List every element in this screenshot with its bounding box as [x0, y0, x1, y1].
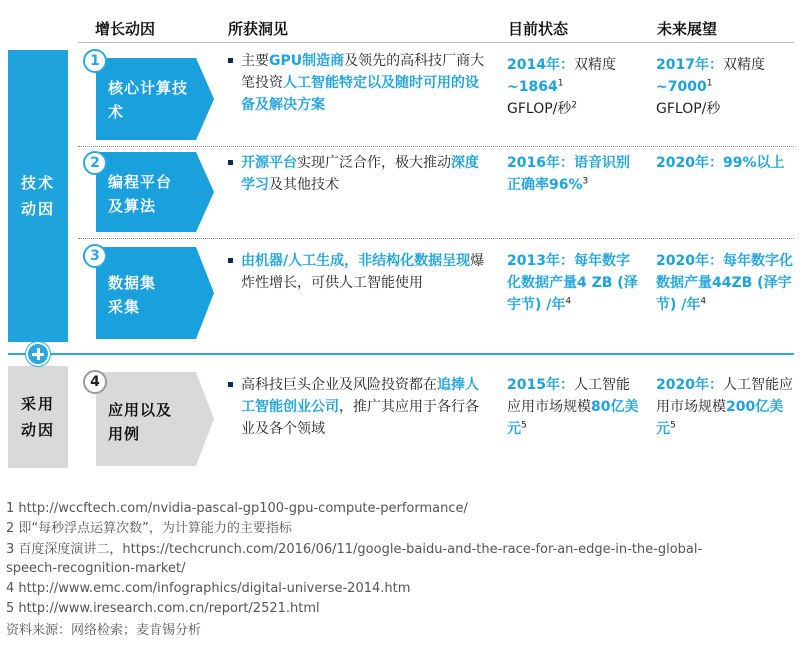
- header-drivers: 增长动因: [95, 20, 156, 38]
- driver-chevron-2: [96, 152, 214, 232]
- current-4-value: 80亿美元: [507, 399, 639, 437]
- header-divider: [78, 42, 794, 43]
- insight-2-part4: 及其他技术: [269, 177, 339, 193]
- bullet-icon: [228, 382, 233, 387]
- insight-1-part4: 人工智能特定以及随时可用的设备及解决方案: [241, 75, 479, 113]
- insight-4-part3: ，推广其应用于各行各业及各个领域: [241, 399, 479, 437]
- driver-label-4: [108, 398, 172, 446]
- driver-label-4-line1: 应用以及: [108, 401, 173, 419]
- current-1: [507, 54, 642, 120]
- future-2-text: 2020年：99%以上: [656, 155, 785, 171]
- insight-4-part1: 高科技巨头企业及风险投资都在: [241, 377, 437, 393]
- current-3: [507, 250, 642, 316]
- driver-label-1-line2: 术: [108, 103, 125, 121]
- insight-2: [241, 152, 486, 196]
- driver-label-1: [108, 76, 188, 124]
- current-1-unit: GFLOP/秒: [507, 101, 572, 117]
- header-current: 目前状态: [508, 20, 569, 38]
- current-3-sup: 4: [565, 296, 572, 307]
- insight-2-part3: 深度学习: [241, 155, 479, 193]
- driver-label-1-line1: 核心计算技: [108, 79, 189, 97]
- future-1-unit: GFLOP/秒: [656, 101, 721, 117]
- current-4-year: 2015年：: [507, 377, 574, 393]
- current-1-text: 双精度: [573, 57, 616, 73]
- future-4-value: 200亿美元: [656, 399, 784, 437]
- driver-chevron-3: [96, 247, 214, 339]
- driver-label-3-line2: 采集: [108, 298, 141, 316]
- badge-3: 3: [83, 244, 107, 268]
- section-divider: [8, 353, 794, 355]
- insight-1: [241, 50, 486, 116]
- current-2: [507, 152, 642, 196]
- insight-2-part2: 实现广泛合作，极大推动: [297, 155, 451, 171]
- bullet-icon: [228, 160, 233, 165]
- future-4-text: 人工智能应用市场规模: [656, 377, 793, 415]
- future-3-sup: 4: [700, 296, 707, 307]
- future-3: [656, 250, 794, 316]
- current-4-text: 人工智能应用市场规模: [507, 377, 630, 415]
- insight-1-part1: 主要: [241, 53, 269, 69]
- driver-chevron-4: [96, 372, 214, 466]
- future-1-sup: 1: [706, 78, 713, 89]
- group-adoption-label: 采用动因: [20, 395, 55, 439]
- future-4: [656, 374, 794, 440]
- driver-label-4-line2: 用例: [108, 425, 141, 443]
- source-note: 资料来源：网络检索；麦肯锡分析: [6, 623, 202, 638]
- footnote-3-cont: speech-recognition-market/: [6, 561, 186, 576]
- row-divider-2: [78, 238, 794, 239]
- current-1-year: 2014年：: [507, 57, 574, 73]
- current-4-sup: 5: [521, 420, 527, 431]
- badge-1: 1: [83, 49, 107, 73]
- future-2: [656, 152, 794, 174]
- insight-3-part1: 由机器/人工生成，非结构化数据呈现: [241, 253, 471, 269]
- insight-3-part2: 爆炸性增长，可供人工智能使用: [241, 253, 485, 291]
- current-3-text: 2013年：每年数字化数据产量4 ZB (泽宇节) /年: [507, 253, 638, 313]
- current-4: [507, 374, 642, 440]
- group-adoption: [8, 366, 68, 468]
- future-4-year: 2020年：: [656, 377, 723, 393]
- insight-4: [241, 374, 486, 440]
- current-2-sup: 3: [582, 176, 589, 187]
- driver-label-2-line1: 编程平台: [108, 173, 173, 191]
- insight-2-part1: 开源平台: [241, 155, 297, 171]
- current-1-sup2: 2: [571, 100, 578, 111]
- driver-chevron-1: [96, 58, 214, 140]
- footnote-2: 2 即“每秒浮点运算次数”，为计算能力的主要指标: [6, 521, 292, 536]
- footnote-3: 3 百度深度演讲二，https://techcrunch.com/2016/06/11/google-baidu-and-the-race-for-an-edge-in-the-global-: [6, 542, 703, 557]
- driver-label-3: [108, 271, 156, 319]
- footnote-5: 5 http://www.iresearch.com.cn/report/2521.html: [6, 601, 320, 616]
- header-future: 未来展望: [657, 20, 718, 38]
- header-insights: 所获洞见: [228, 20, 289, 38]
- insight-1-part3: 及领先的高科技厂商大笔投资: [241, 53, 485, 91]
- bullet-icon: [228, 58, 233, 63]
- footnote-1: 1 http://wccftech.com/nvidia-pascal-gp100-gpu-compute-performance/: [6, 501, 468, 516]
- future-1: [656, 54, 794, 120]
- future-3-text: 2020年：每年数字化数据产量44ZB (泽宇节) /年: [656, 253, 793, 313]
- bullet-icon: [228, 258, 233, 263]
- insight-3: [241, 250, 486, 294]
- current-1-sup: 1: [557, 78, 564, 89]
- footnote-4: 4 http://www.emc.com/infographics/digital-universe-2014.htm: [6, 581, 411, 596]
- insight-4-part2: 追捧人工智能创业公司: [241, 377, 479, 415]
- badge-4: 4: [83, 370, 107, 394]
- future-1-text: 双精度: [722, 57, 765, 73]
- driver-label-3-line1: 数据集: [108, 274, 157, 292]
- insight-1-part2: GPU制造商: [269, 53, 345, 69]
- group-tech: [8, 50, 68, 342]
- current-1-value: ~1864: [507, 79, 558, 95]
- badge-2: 2: [83, 151, 107, 175]
- future-1-year: 2017年：: [656, 57, 723, 73]
- driver-label-2-line2: 及算法: [108, 197, 157, 215]
- future-4-sup: 5: [670, 420, 676, 431]
- future-1-value: ~7000: [656, 79, 707, 95]
- current-2-text: 2016年：语音识别正确率96%: [507, 155, 630, 193]
- plus-icon: [26, 342, 50, 366]
- driver-label-2: [108, 170, 172, 218]
- group-tech-label: 技术动因: [20, 174, 55, 218]
- row-divider-1: [78, 146, 794, 147]
